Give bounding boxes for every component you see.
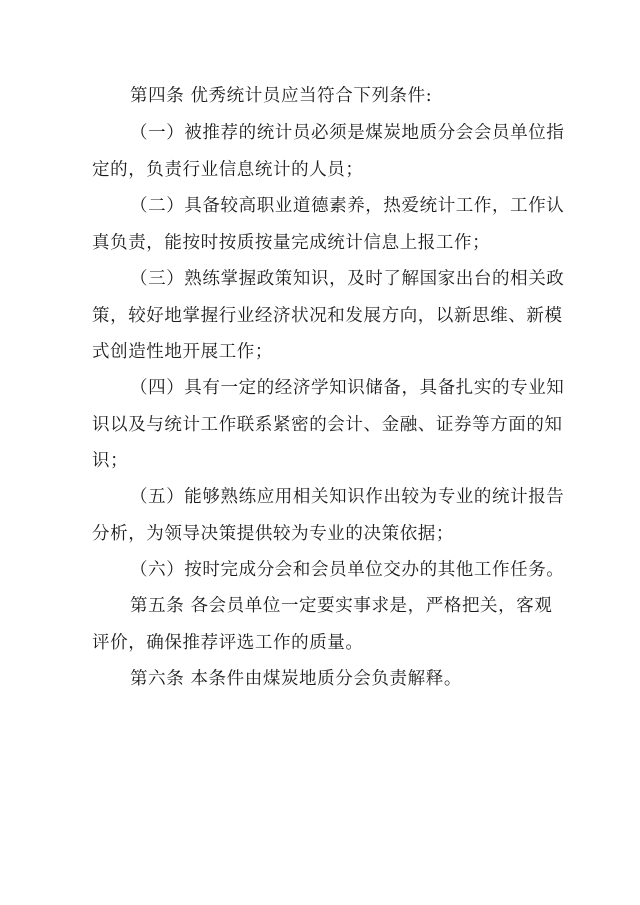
- text-line: 第五条 各会员单位一定要实事求是，严格把关，客观: [130, 596, 553, 616]
- item-2-paragraph: [92, 188, 565, 261]
- text-line: （六）按时完成分会和会员单位交办的其他工作任务。: [130, 560, 565, 580]
- text-line: （三）熟练掌握政策知识，及时了解国家出台的相关政: [130, 269, 565, 289]
- item-6-paragraph: [92, 552, 565, 589]
- text-line: （一）被推荐的统计员必须是煤炭地质分会会员单位指: [130, 123, 565, 143]
- item-4-paragraph: [92, 370, 565, 480]
- text-line: 识；: [92, 451, 129, 471]
- text-line: 第六条 本条件由煤炭地质分会负责解释。: [130, 669, 462, 689]
- text-line: （四）具有一定的经济学知识储备，具备扎实的专业知: [130, 378, 565, 398]
- item-5-paragraph: [92, 479, 565, 552]
- text-line: 评价，确保推荐评选工作的质量。: [92, 632, 364, 653]
- text-line: 识以及与统计工作联系紧密的会计、金融、证券等方面的知: [92, 414, 563, 435]
- text-line: 式创造性地开展工作；: [92, 342, 273, 362]
- text-line: 分析，为领导决策提供较为专业的决策依据；: [92, 523, 454, 544]
- text-line: （五）能够熟练应用相关知识作出较为专业的统计报告: [130, 487, 565, 507]
- text-line: 策，较好地掌握行业经济状况和发展方向，以新思维、新模: [92, 305, 563, 326]
- text-line: （二）具备较高职业道德素养，热爱统计工作，工作认: [130, 196, 565, 216]
- item-3-paragraph: [92, 261, 565, 371]
- text-line: 定的，负责行业信息统计的人员；: [92, 159, 364, 180]
- article-5-paragraph: [92, 588, 562, 661]
- article-6-paragraph: [92, 661, 562, 698]
- article-4-heading: [92, 78, 562, 115]
- text-line: 第四条 优秀统计员应当符合下列条件:: [130, 86, 433, 106]
- item-1-paragraph: [92, 115, 565, 188]
- text-line: 真负责，能按时按质按量完成统计信息上报工作；: [92, 232, 491, 253]
